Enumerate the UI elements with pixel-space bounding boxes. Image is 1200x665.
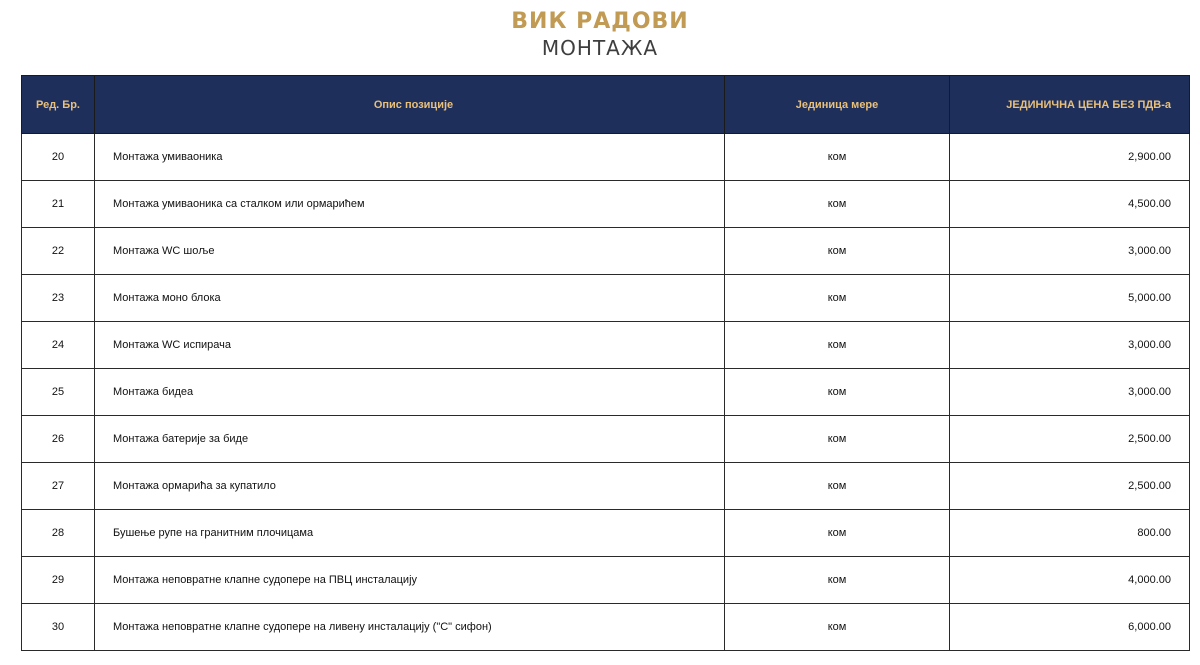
row-unit: ком (725, 322, 950, 369)
row-description: Монтажа моно блока (95, 275, 725, 322)
table-row (22, 416, 1190, 463)
row-price: 2,500.00 (950, 463, 1190, 510)
row-description: Монтажа WC испирача (95, 322, 725, 369)
page-title: ВИК РАДОВИ (511, 9, 689, 34)
row-unit: ком (725, 510, 950, 557)
row-price: 2,500.00 (950, 416, 1190, 463)
price-table (21, 75, 1190, 651)
row-price: 5,000.00 (950, 275, 1190, 322)
row-unit: ком (725, 181, 950, 228)
row-price: 4,000.00 (950, 557, 1190, 604)
row-unit: ком (725, 557, 950, 604)
row-price: 2,900.00 (950, 134, 1190, 181)
row-number: 23 (22, 275, 95, 322)
header-description: Опис позиције (95, 76, 725, 134)
row-number: 25 (22, 369, 95, 416)
row-price: 3,000.00 (950, 228, 1190, 275)
table-row (22, 181, 1190, 228)
row-price: 4,500.00 (950, 181, 1190, 228)
title-block (0, 8, 1200, 60)
row-description: Монтажа батерије за биде (95, 416, 725, 463)
row-price: 3,000.00 (950, 322, 1190, 369)
page-subtitle: МОНТАЖА (541, 36, 659, 60)
row-number: 21 (22, 181, 95, 228)
row-description: Монтажа умиваоника са сталком или ормарићем (95, 181, 725, 228)
table-row (22, 463, 1190, 510)
row-number: 22 (22, 228, 95, 275)
row-number: 26 (22, 416, 95, 463)
table-row (22, 322, 1190, 369)
table-row (22, 134, 1190, 181)
table-row (22, 510, 1190, 557)
header-number: Ред. Бр. (22, 76, 95, 134)
row-number: 24 (22, 322, 95, 369)
row-number: 28 (22, 510, 95, 557)
row-description: Монтажа бидеа (95, 369, 725, 416)
row-description: Монтажа ормарића за купатило (95, 463, 725, 510)
row-unit: ком (725, 275, 950, 322)
table-row (22, 228, 1190, 275)
row-description: Монтажа умиваоника (95, 134, 725, 181)
row-description: Монтажа неповратне клапне судопере на ПВЦ инсталацију (95, 557, 725, 604)
header-unit: Јединица мере (725, 76, 950, 134)
table-row (22, 369, 1190, 416)
row-unit: ком (725, 463, 950, 510)
row-number: 27 (22, 463, 95, 510)
row-number: 20 (22, 134, 95, 181)
row-number: 30 (22, 604, 95, 651)
row-description: Монтажа неповратне клапне судопере на ливену инсталацију ("С" сифон) (95, 604, 725, 651)
row-unit: ком (725, 604, 950, 651)
row-price: 6,000.00 (950, 604, 1190, 651)
row-price: 800.00 (950, 510, 1190, 557)
header-price: ЈЕДИНИЧНА ЦЕНА БЕЗ ПДВ-а (950, 76, 1190, 134)
row-unit: ком (725, 228, 950, 275)
row-unit: ком (725, 369, 950, 416)
row-description: Бушење рупе на гранитним плочицама (95, 510, 725, 557)
row-unit: ком (725, 134, 950, 181)
table-header-row (22, 76, 1190, 134)
row-number: 29 (22, 557, 95, 604)
table-row (22, 604, 1190, 651)
row-unit: ком (725, 416, 950, 463)
table-row (22, 275, 1190, 322)
table-row (22, 557, 1190, 604)
row-price: 3,000.00 (950, 369, 1190, 416)
row-description: Монтажа WC шоље (95, 228, 725, 275)
